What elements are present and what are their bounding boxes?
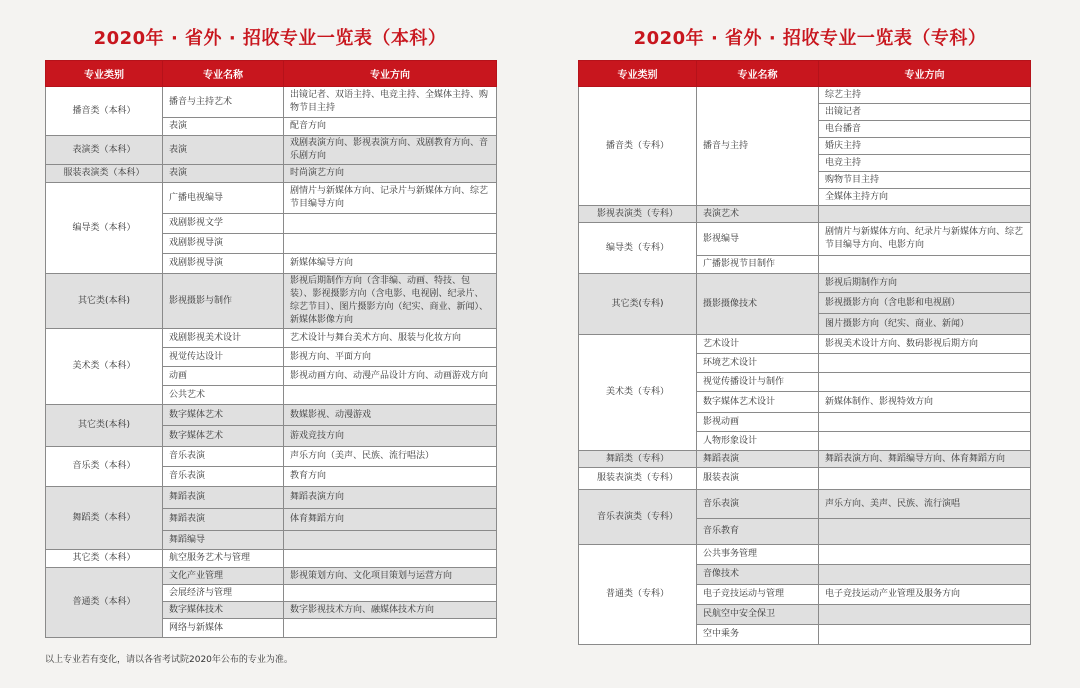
direction-cell: 购物节目主持 — [819, 172, 1031, 189]
direction-cell: 电台播音 — [819, 121, 1031, 138]
major-name-cell: 戏剧影视导演 — [163, 234, 284, 254]
table-row — [579, 490, 1031, 519]
category-cell: 音乐表演类（专科） — [579, 490, 697, 545]
table-row — [579, 206, 1031, 223]
right-panel — [540, 0, 1080, 688]
major-name-cell: 公共艺术 — [163, 386, 284, 405]
table-row — [46, 447, 497, 467]
major-name-cell: 数字媒体技术 — [163, 602, 284, 619]
direction-cell — [284, 214, 497, 234]
direction-cell: 配音方向 — [284, 118, 497, 136]
major-name-cell: 艺术设计 — [697, 335, 819, 354]
major-name-cell: 文化产业管理 — [163, 568, 284, 585]
direction-cell: 数媒影视、动漫游戏 — [284, 405, 497, 426]
category-cell: 播音类（本科） — [46, 87, 163, 136]
direction-cell: 影视策划方向、文化项目策划与运营方向 — [284, 568, 497, 585]
left-title: 2020年 · 省外 · 招收专业一览表（本科） — [93, 28, 447, 49]
table-row — [579, 468, 1031, 490]
right-header-row — [579, 61, 1031, 87]
major-name-cell: 空中乘务 — [697, 625, 819, 645]
direction-cell: 时尚演艺方向 — [284, 165, 497, 183]
major-name-cell: 播音与主持 — [697, 87, 819, 206]
direction-cell — [284, 585, 497, 602]
table-row — [46, 405, 497, 426]
direction-cell — [819, 206, 1031, 223]
major-name-cell: 影视动画 — [697, 413, 819, 432]
category-cell: 其它类(本科) — [46, 405, 163, 447]
major-name-cell: 音像技术 — [697, 565, 819, 585]
direction-cell — [819, 432, 1031, 451]
direction-cell: 出镜记者、双语主持、电竞主持、全媒体主持、购物节目主持 — [284, 87, 497, 118]
major-name-cell: 公共事务管理 — [697, 545, 819, 565]
direction-cell: 全媒体主持方向 — [819, 189, 1031, 206]
direction-cell: 新媒体编导方向 — [284, 254, 497, 274]
category-cell: 其它类(专科) — [579, 274, 697, 335]
direction-cell — [819, 565, 1031, 585]
right-table-body — [579, 87, 1031, 645]
table-row — [579, 87, 1031, 104]
direction-cell — [819, 354, 1031, 373]
category-cell: 音乐类（本科） — [46, 447, 163, 487]
direction-cell: 舞蹈表演方向 — [284, 487, 497, 509]
direction-cell: 剧情片与新媒体方向、纪录片与新媒体方向、综艺节目编导方向、电影方向 — [819, 223, 1031, 256]
major-name-cell: 视觉传达设计 — [163, 348, 284, 367]
major-name-cell: 电子竞技运动与管理 — [697, 585, 819, 605]
major-name-cell: 影视摄影与制作 — [163, 274, 284, 329]
direction-cell: 声乐方向、美声、民族、流行演唱 — [819, 490, 1031, 519]
table-row — [579, 451, 1031, 468]
major-name-cell: 表演 — [163, 118, 284, 136]
major-name-cell: 动画 — [163, 367, 284, 386]
major-name-cell: 舞蹈表演 — [697, 451, 819, 468]
direction-cell: 出镜记者 — [819, 104, 1031, 121]
category-cell: 舞蹈类（专科） — [579, 451, 697, 468]
category-cell: 普通类（专科） — [579, 545, 697, 645]
category-cell: 普通类（本科） — [46, 568, 163, 638]
category-cell: 其它类(本科) — [46, 274, 163, 329]
major-name-cell: 服装表演 — [697, 468, 819, 490]
major-name-cell: 戏剧影视美术设计 — [163, 329, 284, 348]
major-name-cell: 音乐教育 — [697, 519, 819, 545]
direction-cell — [819, 256, 1031, 274]
table-row — [46, 87, 497, 118]
direction-cell: 体育舞蹈方向 — [284, 509, 497, 531]
left-table-body — [46, 87, 497, 638]
direction-cell: 剧情片与新媒体方向、记录片与新媒体方向、综艺节目编导方向 — [284, 183, 497, 214]
table-row — [46, 165, 497, 183]
direction-cell: 新媒体制作、影视特效方向 — [819, 392, 1031, 413]
right-table — [578, 60, 1031, 645]
major-name-cell: 数字媒体艺术 — [163, 405, 284, 426]
table-row — [46, 329, 497, 348]
category-cell: 服装表演类（本科） — [46, 165, 163, 183]
direction-cell — [284, 550, 497, 568]
direction-cell — [284, 234, 497, 254]
direction-cell: 数字影视技术方向、融媒体技术方向 — [284, 602, 497, 619]
major-name-cell: 摄影摄像技术 — [697, 274, 819, 335]
category-cell: 编导类（本科） — [46, 183, 163, 274]
direction-cell: 电竞主持 — [819, 155, 1031, 172]
direction-cell: 声乐方向（美声、民族、流行唱法） — [284, 447, 497, 467]
direction-cell — [819, 545, 1031, 565]
major-name-cell: 网络与新媒体 — [163, 619, 284, 638]
category-cell: 编导类（专科） — [579, 223, 697, 274]
major-name-cell: 广播电视编导 — [163, 183, 284, 214]
direction-cell — [819, 373, 1031, 392]
direction-cell: 影视美术设计方向、数码影视后期方向 — [819, 335, 1031, 354]
table-row — [46, 274, 497, 329]
table-row — [579, 335, 1031, 354]
direction-cell: 影视动画方向、动漫产品设计方向、动画游戏方向 — [284, 367, 497, 386]
category-cell: 播音类（专科） — [579, 87, 697, 206]
major-name-cell: 视觉传播设计与制作 — [697, 373, 819, 392]
major-name-cell: 音乐表演 — [697, 490, 819, 519]
direction-cell: 电子竞技运动产业管理及服务方向 — [819, 585, 1031, 605]
major-name-cell: 影视编导 — [697, 223, 819, 256]
left-header-row — [46, 61, 497, 87]
header-direction: 专业方向 — [819, 61, 1031, 87]
major-name-cell: 舞蹈编导 — [163, 531, 284, 550]
category-cell: 其它类（本科） — [46, 550, 163, 568]
footnote: 以上专业若有变化，请以各省考试院2020年公布的专业为准。 — [45, 655, 293, 665]
header-direction: 专业方向 — [284, 61, 497, 87]
direction-cell: 影视后期制作方向 — [819, 274, 1031, 293]
major-name-cell: 数字媒体艺术设计 — [697, 392, 819, 413]
direction-cell — [819, 519, 1031, 545]
major-name-cell: 人物形象设计 — [697, 432, 819, 451]
direction-cell: 影视摄影方向（含电影和电视剧） — [819, 293, 1031, 314]
direction-cell — [819, 625, 1031, 645]
table-row — [46, 487, 497, 509]
header-category: 专业类别 — [579, 61, 697, 87]
header-category: 专业类别 — [46, 61, 163, 87]
major-name-cell: 播音与主持艺术 — [163, 87, 284, 118]
major-name-cell: 戏剧影视导演 — [163, 254, 284, 274]
left-table — [45, 60, 497, 638]
direction-cell: 舞蹈表演方向、舞蹈编导方向、体育舞蹈方向 — [819, 451, 1031, 468]
direction-cell — [284, 531, 497, 550]
direction-cell: 艺术设计与舞台美术方向、服装与化妆方向 — [284, 329, 497, 348]
category-cell: 服装表演类（专科） — [579, 468, 697, 490]
direction-cell — [819, 413, 1031, 432]
table-row — [46, 136, 497, 165]
header-major-name: 专业名称 — [163, 61, 284, 87]
direction-cell — [284, 619, 497, 638]
major-name-cell: 航空服务艺术与管理 — [163, 550, 284, 568]
major-name-cell: 数字媒体艺术 — [163, 426, 284, 447]
major-name-cell: 表演 — [163, 136, 284, 165]
direction-cell: 影视后期制作方向（含非编、动画、特技、包装）、影视摄影方向（含电影、电视剧、纪录片、综艺节目）、图片摄影方向（纪实、商业、新闻）、新媒体影像方向 — [284, 274, 497, 329]
direction-cell: 教育方向 — [284, 467, 497, 487]
category-cell: 美术类（专科） — [579, 335, 697, 451]
direction-cell — [819, 605, 1031, 625]
direction-cell — [819, 468, 1031, 490]
major-name-cell: 民航空中安全保卫 — [697, 605, 819, 625]
table-row — [46, 550, 497, 568]
direction-cell: 影视方向、平面方向 — [284, 348, 497, 367]
major-name-cell: 舞蹈表演 — [163, 509, 284, 531]
major-name-cell: 舞蹈表演 — [163, 487, 284, 509]
major-name-cell: 表演艺术 — [697, 206, 819, 223]
direction-cell: 综艺主持 — [819, 87, 1031, 104]
major-name-cell: 音乐表演 — [163, 447, 284, 467]
category-cell: 美术类（本科） — [46, 329, 163, 405]
major-name-cell: 音乐表演 — [163, 467, 284, 487]
direction-cell: 戏剧表演方向、影视表演方向、戏剧教育方向、音乐剧方向 — [284, 136, 497, 165]
direction-cell — [284, 386, 497, 405]
major-name-cell: 广播影视节目制作 — [697, 256, 819, 274]
direction-cell: 游戏竞技方向 — [284, 426, 497, 447]
category-cell: 舞蹈类（本科） — [46, 487, 163, 550]
table-row — [46, 183, 497, 214]
table-row — [46, 568, 497, 585]
category-cell: 影视表演类（专科） — [579, 206, 697, 223]
header-major-name: 专业名称 — [697, 61, 819, 87]
right-title: 2020年 · 省外 · 招收专业一览表（专科） — [633, 28, 987, 49]
direction-cell: 图片摄影方向（纪实、商业、新闻） — [819, 314, 1031, 335]
major-name-cell: 环境艺术设计 — [697, 354, 819, 373]
major-name-cell: 戏剧影视文学 — [163, 214, 284, 234]
table-row — [579, 545, 1031, 565]
category-cell: 表演类（本科） — [46, 136, 163, 165]
major-name-cell: 会展经济与管理 — [163, 585, 284, 602]
direction-cell: 婚庆主持 — [819, 138, 1031, 155]
table-row — [579, 274, 1031, 293]
major-name-cell: 表演 — [163, 165, 284, 183]
table-row — [579, 223, 1031, 256]
